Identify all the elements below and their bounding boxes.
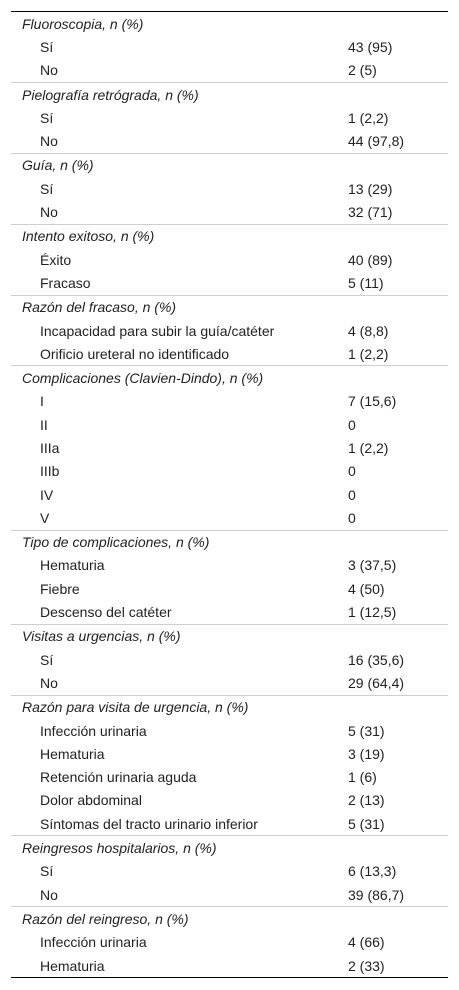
row-value: 1 (6) — [348, 769, 377, 786]
table-row — [11, 342, 448, 366]
row-value: 0 — [348, 486, 356, 503]
table-row — [11, 812, 448, 836]
row-label: Descenso del catéter — [40, 604, 172, 621]
row-label: Hematuria — [40, 745, 105, 762]
row-value: 40 (89) — [348, 251, 393, 268]
row-label: Hematuria — [40, 957, 105, 974]
section-header-row — [11, 224, 448, 248]
table-row — [11, 413, 448, 436]
section-title: Razón del reingreso, n (%) — [11, 907, 448, 931]
table-row — [11, 789, 448, 812]
row-label: Retención urinaria aguda — [40, 769, 197, 786]
table-row — [11, 460, 448, 483]
row-value: 1 (2,2) — [348, 345, 389, 362]
table-row — [11, 671, 448, 695]
table-row — [11, 554, 448, 577]
row-value: 5 (11) — [348, 274, 384, 291]
row-value: 13 (29) — [348, 180, 393, 197]
row-value: 5 (31) — [348, 722, 385, 739]
table-row — [11, 200, 448, 224]
row-value: 29 (64,4) — [348, 674, 405, 691]
row-label: Orificio ureteral no identificado — [40, 345, 230, 362]
section-header-row — [11, 295, 448, 319]
row-label: Incapacidad para subir la guía/catéter — [40, 322, 275, 339]
row-value: 6 (13,3) — [348, 863, 397, 880]
row-label: Síntomas del tracto urinario inferior — [40, 815, 258, 832]
section-header-row — [11, 153, 448, 177]
results-table-container — [11, 11, 448, 978]
row-label: V — [40, 509, 50, 526]
row-value: 44 (97,8) — [348, 133, 405, 150]
table-row — [11, 248, 448, 271]
table-row — [11, 883, 448, 907]
row-label: Fracaso — [40, 274, 91, 291]
section-header-row — [11, 82, 448, 106]
row-value: 3 (37,5) — [348, 557, 397, 574]
table-row — [11, 106, 448, 129]
row-value: 2 (5) — [348, 62, 377, 79]
section-header-row — [11, 836, 448, 860]
table-row — [11, 177, 448, 200]
row-label: Dolor abdominal — [40, 792, 142, 809]
row-value: 0 — [348, 463, 356, 480]
section-header-row — [11, 530, 448, 554]
row-value: 1 (2,2) — [348, 439, 389, 456]
table-row — [11, 954, 448, 977]
row-label: Sí — [40, 651, 54, 668]
section-title: Intento exitoso, n (%) — [11, 224, 448, 248]
section-title: Visitas a urgencias, n (%) — [11, 624, 448, 648]
row-label: II — [40, 416, 48, 433]
section-header-row — [11, 12, 448, 35]
row-label: Sí — [40, 109, 54, 126]
table-row — [11, 577, 448, 600]
row-value: 0 — [348, 509, 356, 526]
row-value: 39 (86,7) — [348, 886, 405, 903]
section-title: Complicaciones (Clavien-Dindo), n (%) — [11, 366, 448, 390]
row-label: IIIb — [40, 463, 60, 480]
section-header-row — [11, 695, 448, 719]
table-row — [11, 319, 448, 342]
row-value: 1 (2,2) — [348, 109, 389, 126]
row-value: 4 (8,8) — [348, 322, 389, 339]
section-title: Tipo de complicaciones, n (%) — [11, 530, 448, 554]
row-value: 0 — [348, 416, 356, 433]
table-row — [11, 860, 448, 883]
row-value: 3 (19) — [348, 745, 385, 762]
row-value: 32 (71) — [348, 204, 393, 221]
row-label: Sí — [40, 863, 54, 880]
row-value: 1 (12,5) — [348, 604, 397, 621]
table-row — [11, 648, 448, 671]
row-label: Hematuria — [40, 557, 105, 574]
table-row — [11, 483, 448, 506]
section-title: Razón del fracaso, n (%) — [11, 295, 448, 319]
table-row — [11, 719, 448, 742]
section-header-row — [11, 907, 448, 931]
row-label: Infección urinaria — [40, 934, 147, 951]
row-value: 2 (33) — [348, 957, 385, 974]
section-header-row — [11, 624, 448, 648]
row-value: 16 (35,6) — [348, 651, 405, 668]
row-label: Fiebre — [40, 580, 80, 597]
results-table — [11, 12, 448, 977]
table-row — [11, 766, 448, 789]
section-title: Reingresos hospitalarios, n (%) — [11, 836, 448, 860]
row-label: No — [40, 204, 58, 221]
table-row — [11, 390, 448, 413]
row-label: Sí — [40, 180, 54, 197]
section-title: Fluoroscopia, n (%) — [22, 15, 144, 32]
table-row — [11, 436, 448, 459]
table-row — [11, 35, 448, 58]
section-title: Pielografía retrógrada, n (%) — [11, 82, 448, 106]
row-value: 4 (66) — [348, 934, 385, 951]
row-label: IV — [40, 486, 54, 503]
row-label: IIIa — [40, 439, 60, 456]
table-row — [11, 59, 448, 83]
row-value: 5 (31) — [348, 815, 385, 832]
section-header-row — [11, 366, 448, 390]
row-value: 4 (50) — [348, 580, 385, 597]
row-label: Sí — [40, 38, 54, 55]
table-row — [11, 931, 448, 954]
table-row — [11, 506, 448, 530]
row-label: Infección urinaria — [40, 722, 147, 739]
section-title: Guía, n (%) — [11, 153, 448, 177]
row-label: I — [40, 393, 44, 410]
row-label: No — [40, 886, 58, 903]
row-label: No — [40, 133, 58, 150]
row-label: No — [40, 62, 58, 79]
row-value: 7 (15,6) — [348, 393, 397, 410]
row-value: 43 (95) — [348, 38, 393, 55]
results-table-body — [11, 12, 448, 977]
table-row — [11, 129, 448, 153]
table-row — [11, 600, 448, 624]
table-row — [11, 742, 448, 765]
table-row — [11, 271, 448, 295]
section-title: Razón para visita de urgencia, n (%) — [11, 695, 448, 719]
row-label: No — [40, 674, 58, 691]
row-label: Éxito — [40, 251, 72, 268]
row-value: 2 (13) — [348, 792, 385, 809]
